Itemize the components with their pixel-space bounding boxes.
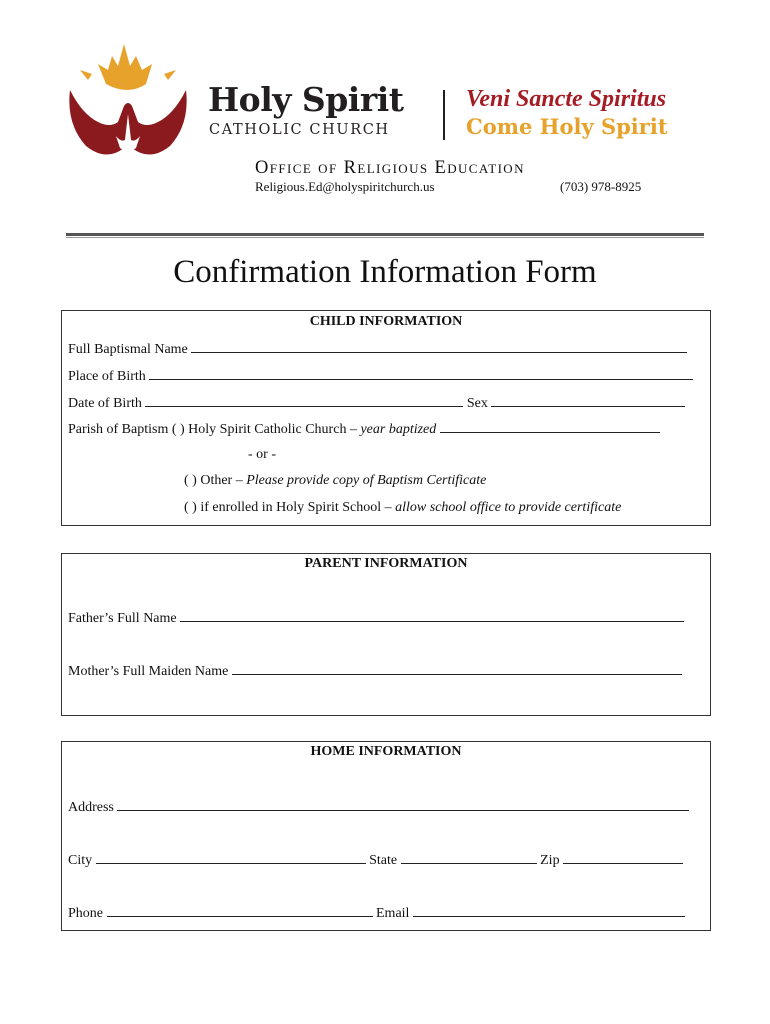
zip-label: Zip xyxy=(540,853,560,868)
city-state-zip-row xyxy=(68,851,683,869)
baptismal-name-row xyxy=(68,340,687,358)
holy-spirit-checkbox[interactable]: ( ) xyxy=(171,422,185,437)
sex-label: Sex xyxy=(466,396,488,411)
office-title: Office of Religious Education xyxy=(255,158,525,178)
home-section-heading: HOME INFORMATION xyxy=(310,744,462,759)
sex-field[interactable] xyxy=(491,394,685,407)
school-option-row xyxy=(184,500,621,516)
address-row xyxy=(68,798,689,816)
phone-label: Phone xyxy=(68,906,103,921)
school-checkbox[interactable]: ( ) xyxy=(184,500,197,515)
place-of-birth-label: Place of Birth xyxy=(68,369,146,384)
date-of-birth-field[interactable] xyxy=(145,394,463,407)
email-field[interactable] xyxy=(413,904,685,917)
other-option-label: Other – xyxy=(200,473,243,488)
phone-field[interactable] xyxy=(107,904,373,917)
mother-name-row xyxy=(68,662,682,680)
office-email[interactable]: Religious.Ed@holyspiritchurch.us xyxy=(255,179,435,194)
year-baptized-field[interactable] xyxy=(440,420,660,433)
zip-field[interactable] xyxy=(563,851,683,864)
place-of-birth-field[interactable] xyxy=(149,367,693,380)
motto-english: Come Holy Spirit xyxy=(466,114,668,139)
mother-name-field[interactable] xyxy=(232,662,682,675)
parent-information-section xyxy=(61,553,711,716)
city-label: City xyxy=(68,853,93,868)
date-of-birth-label: Date of Birth xyxy=(68,396,142,411)
school-option-label: if enrolled in Holy Spirit School – xyxy=(200,500,392,515)
office-phone: (703) 978-8925 xyxy=(560,179,642,194)
holy-spirit-option-label: Holy Spirit Catholic Church – xyxy=(188,422,357,437)
father-name-label: Father’s Full Name xyxy=(68,611,177,626)
church-subtitle: CATHOLIC CHURCH xyxy=(209,122,390,138)
parish-label: Parish of Baptism xyxy=(68,422,169,437)
baptismal-name-label: Full Baptismal Name xyxy=(68,342,188,357)
home-information-section xyxy=(61,741,711,931)
phone-email-row xyxy=(68,904,685,922)
other-option-note: Please provide copy of Baptism Certificate xyxy=(246,473,487,488)
state-field[interactable] xyxy=(401,851,537,864)
city-field[interactable] xyxy=(96,851,366,864)
mother-name-label: Mother’s Full Maiden Name xyxy=(68,664,229,679)
flame-icon xyxy=(98,44,152,90)
year-baptized-note: year baptized xyxy=(360,422,437,437)
holy-spirit-logo xyxy=(66,44,190,160)
motto-latin: Veni Sancte Spiritus xyxy=(466,86,667,112)
header-divider xyxy=(443,90,445,140)
dob-sex-row xyxy=(68,394,685,412)
baptismal-name-field[interactable] xyxy=(191,340,687,353)
father-name-field[interactable] xyxy=(180,609,684,622)
child-information-section xyxy=(61,310,711,526)
form-title: Confirmation Information Form xyxy=(173,254,597,290)
child-section-heading: CHILD INFORMATION xyxy=(309,314,463,329)
address-label: Address xyxy=(68,800,114,815)
or-divider: - or - xyxy=(248,447,276,462)
father-name-row xyxy=(68,609,684,627)
parish-row xyxy=(68,420,660,438)
other-option-row xyxy=(184,473,486,489)
other-checkbox[interactable]: ( ) xyxy=(184,473,197,488)
school-option-note: allow school office to provide certificate xyxy=(395,500,622,515)
header-rule-thin xyxy=(66,237,704,238)
state-label: State xyxy=(369,853,398,868)
place-of-birth-row xyxy=(68,367,693,385)
header-rule xyxy=(66,233,704,236)
parent-section-heading: PARENT INFORMATION xyxy=(304,556,468,571)
church-name: Holy Spirit xyxy=(208,80,404,119)
email-label: Email xyxy=(376,906,410,921)
address-field[interactable] xyxy=(117,798,689,811)
